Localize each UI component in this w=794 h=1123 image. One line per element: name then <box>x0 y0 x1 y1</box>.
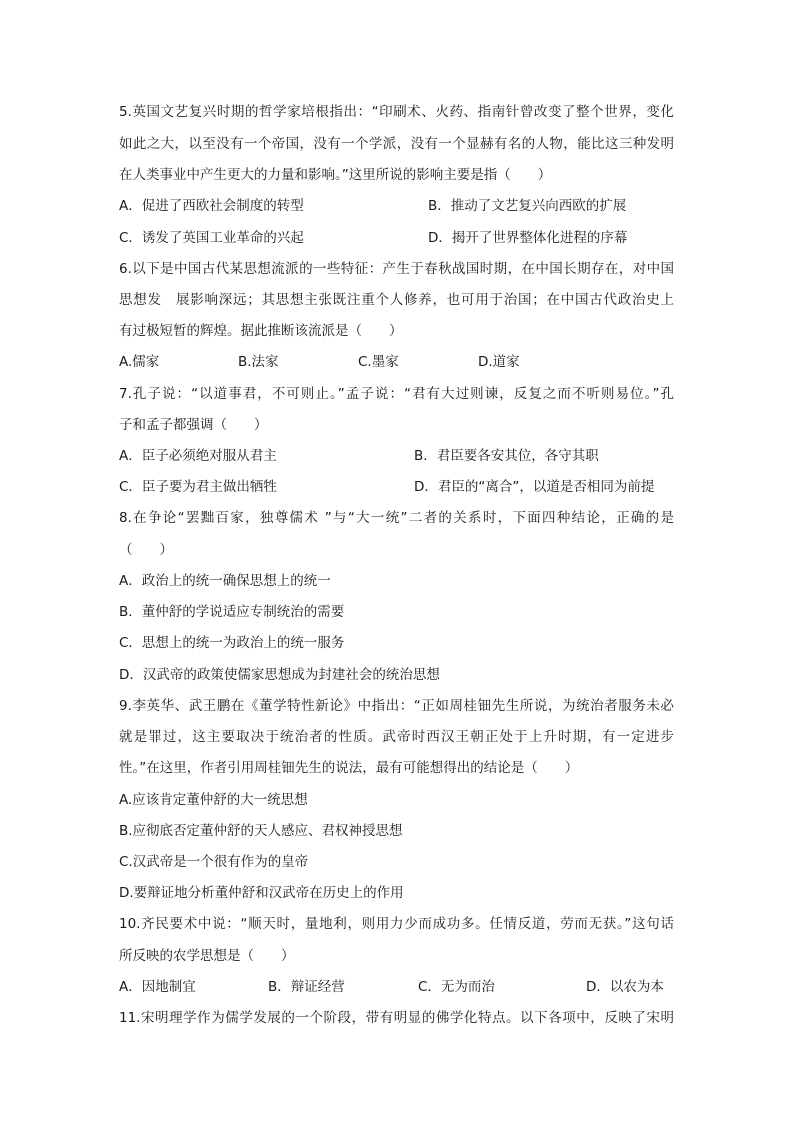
question-6-line-3: 有过极短暂的辉煌。据此推断该流派是（ ） <box>119 323 403 339</box>
question-9-option-a: A.应该肯定董仲舒的大一统思想 <box>119 792 308 808</box>
question-5-line-2: 如此之大，以至没有一个帝国，没有一个学派，没有一个显赫有名的人物，能比这三种发明 <box>119 136 674 152</box>
question-7-line-1: 7.孔子说：“以道事君，不可则止。”孟子说：“君有大过则谏，反复之而不听则易位。”孔 <box>119 386 674 402</box>
question-10-option-c: C．无为而治 <box>418 979 495 995</box>
question-5-line-1: 5.英国文艺复兴时期的哲学家培根指出：“印刷术、火药、指南针曾改变了整个世界，变化 <box>119 104 674 120</box>
question-8-option-c: C．思想上的统一为政治上的统一服务 <box>119 635 345 651</box>
question-8-option-a: A．政治上的统一确保思想上的统一 <box>119 573 331 589</box>
question-5-line-3: 在人类事业中产生更大的力量和影响。”这里所说的影响主要是指（ ） <box>119 167 552 183</box>
question-8-line-1: 8.在争论“罢黜百家，独尊儒术 ”与“大一统”二者的关系时，下面四种结论，正确的是 <box>119 510 674 526</box>
question-8-line-2: （ ） <box>119 542 173 558</box>
question-6-option-a: A.儒家 <box>119 354 160 370</box>
question-10-line-1: 10.齐民要术中说：“顺天时，量地利，则用力少而成功多。任情反道，劳而无获。”这句话 <box>119 916 674 932</box>
question-10-option-d: D．以农为本 <box>586 979 664 995</box>
question-5-option-d: D．揭开了世界整体化进程的序幕 <box>428 230 628 246</box>
question-9-option-c: C.汉武帝是一个很有作为的皇帝 <box>119 854 309 870</box>
question-9-option-b: B.应彻底否定董仲舒的天人感应、君权神授思想 <box>119 823 403 839</box>
question-7-line-2: 子和孟子都强调（ ） <box>119 417 268 433</box>
question-8-option-b: B．董仲舒的学说适应专制统治的需要 <box>119 604 345 620</box>
question-5-option-b: B．推动了文艺复兴向西欧的扩展 <box>428 198 627 214</box>
question-6-line-1: 6.以下是中国古代某思想流派的一些特征：产生于春秋战国时期，在中国长期存在，对中国 <box>119 261 674 277</box>
question-7-option-c: C．臣子要为君主做出牺牲 <box>119 479 277 495</box>
question-9-line-2: 就是罪过，这主要取决于统治者的性质。武帝时西汉王朝正处于上升时期，有一定进步 <box>119 729 674 745</box>
question-9-line-3: 性。”在这里，作者引用周桂钿先生的说法，最有可能想得出的结论是（ ） <box>119 760 579 776</box>
question-5-option-c: C．诱发了英国工业革命的兴起 <box>119 230 304 246</box>
question-6-option-c: C.墨家 <box>358 354 399 370</box>
question-6-line-2: 思想发 展影响深远；其思想主张既注重个人修养，也可用于治国；在中国古代政治史上 <box>119 292 674 308</box>
question-7-option-b: B．君臣要各安其位，各守其职 <box>414 448 599 464</box>
question-6-option-d: D.道家 <box>478 354 520 370</box>
question-5-option-a: A．促进了西欧社会制度的转型 <box>119 198 304 214</box>
question-9-line-1: 9.李英华、武王鹏在《董学特性新论》中指出：“正如周桂钿先生所说，为统治者服务未必 <box>119 698 674 714</box>
question-7-option-a: A．臣子必须绝对服从君主 <box>119 448 277 464</box>
question-11-line-1: 11.宋明理学作为儒学发展的一个阶段，带有明显的佛学化特点。以下各项中，反映了宋明 <box>119 1010 674 1026</box>
question-7-option-d: D．君臣的“离合”，以道是否相同为前提 <box>414 479 655 495</box>
question-10-option-b: B．辩证经营 <box>268 979 345 995</box>
question-10-option-a: A．因地制宜 <box>119 979 196 995</box>
question-10-line-2: 所反映的农学思想是（ ） <box>119 948 295 964</box>
question-6-option-b: B.法家 <box>238 354 279 370</box>
question-9-option-d: D.要辩证地分析董仲舒和汉武帝在历史上的作用 <box>119 885 404 901</box>
question-8-option-d: D．汉武帝的政策使儒家思想成为封建社会的统治思想 <box>119 667 440 683</box>
